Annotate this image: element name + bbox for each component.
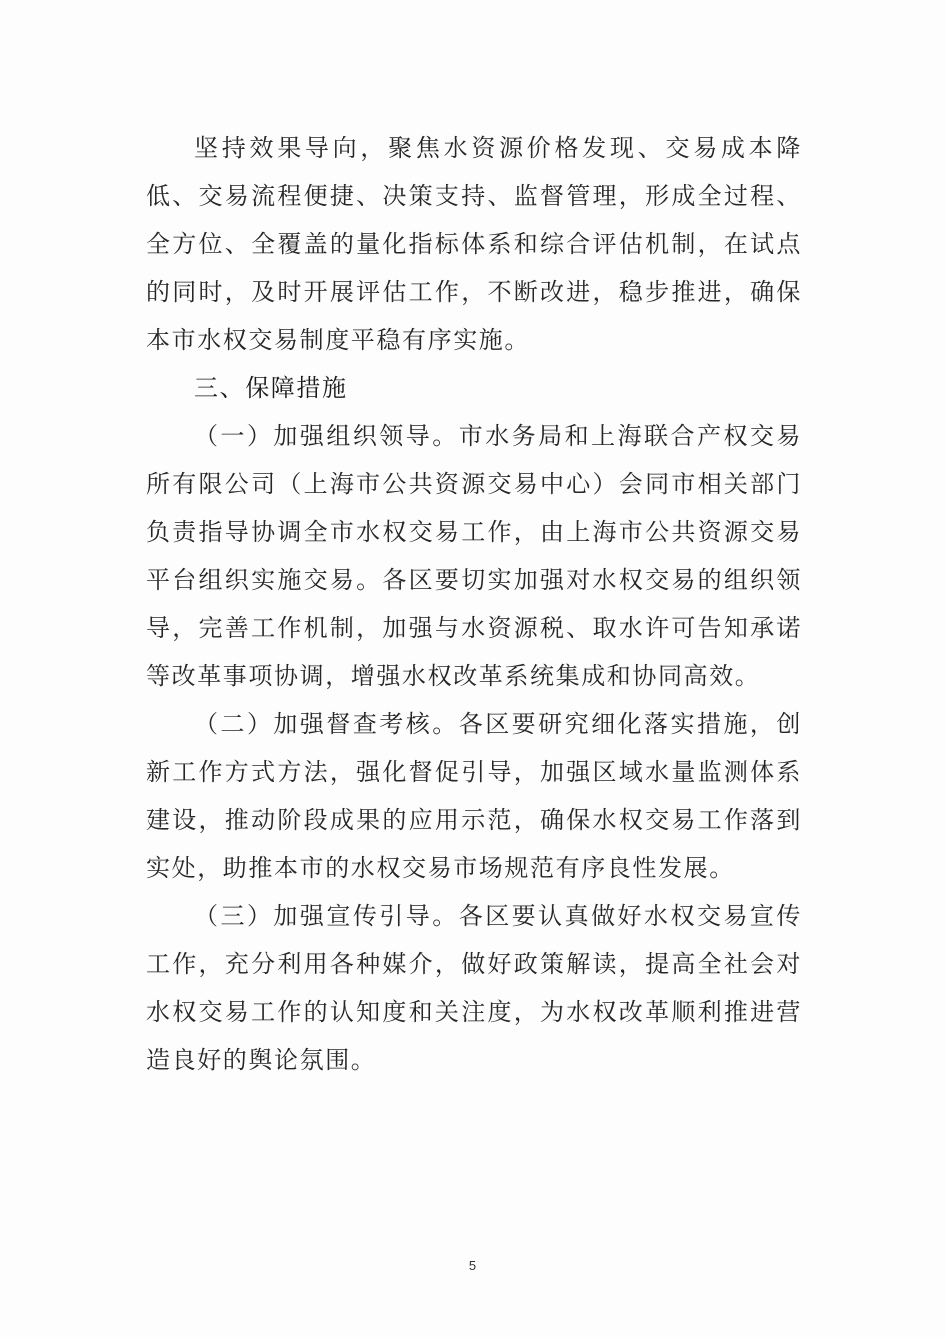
paragraph-publicity-guidance: （三）加强宣传引导。各区要认真做好水权交易宣传工作，充分利用各种媒介，做好政策解读，提高全社会对水权交易工作的认知度和关注度，为水权改革顺利推进营造良好的舆论氛围。 [146, 902, 802, 1074]
paragraph-organization-leadership: （一）加强组织领导。市水务局和上海联合产权交易所有限公司（上海市公共资源交易中心）会同市相关部门负责指导协调全市水权交易工作，由上海市公共资源交易平台组织实施交易。各区要切实加强对水权交易的组织领导，完善工作机制，加强与水资源税、取水许可告知承诺等改革事项协调，增强水权改革系统集成和协同高效。 [146, 422, 802, 690]
section-heading-safeguards: 三、保障措施 [194, 374, 348, 402]
paragraph-evaluation: 坚持效果导向，聚焦水资源价格发现、交易成本降低、交易流程便捷、决策支持、监督管理，形成全过程、全方位、全覆盖的量化指标体系和综合评估机制，在试点的同时，及时开展评估工作，不断改进，稳步推进，确保本市水权交易制度平稳有序实施。 [146, 134, 802, 354]
document-body [146, 124, 802, 1084]
page-number: 5 [468, 1258, 477, 1273]
paragraph-supervision-assessment: （二）加强督查考核。各区要研究细化落实措施，创新工作方式方法，强化督促引导，加强区域水量监测体系建设，推动阶段成果的应用示范，确保水权交易工作落到实处，助推本市的水权交易市场规范有序良性发展。 [146, 710, 802, 882]
